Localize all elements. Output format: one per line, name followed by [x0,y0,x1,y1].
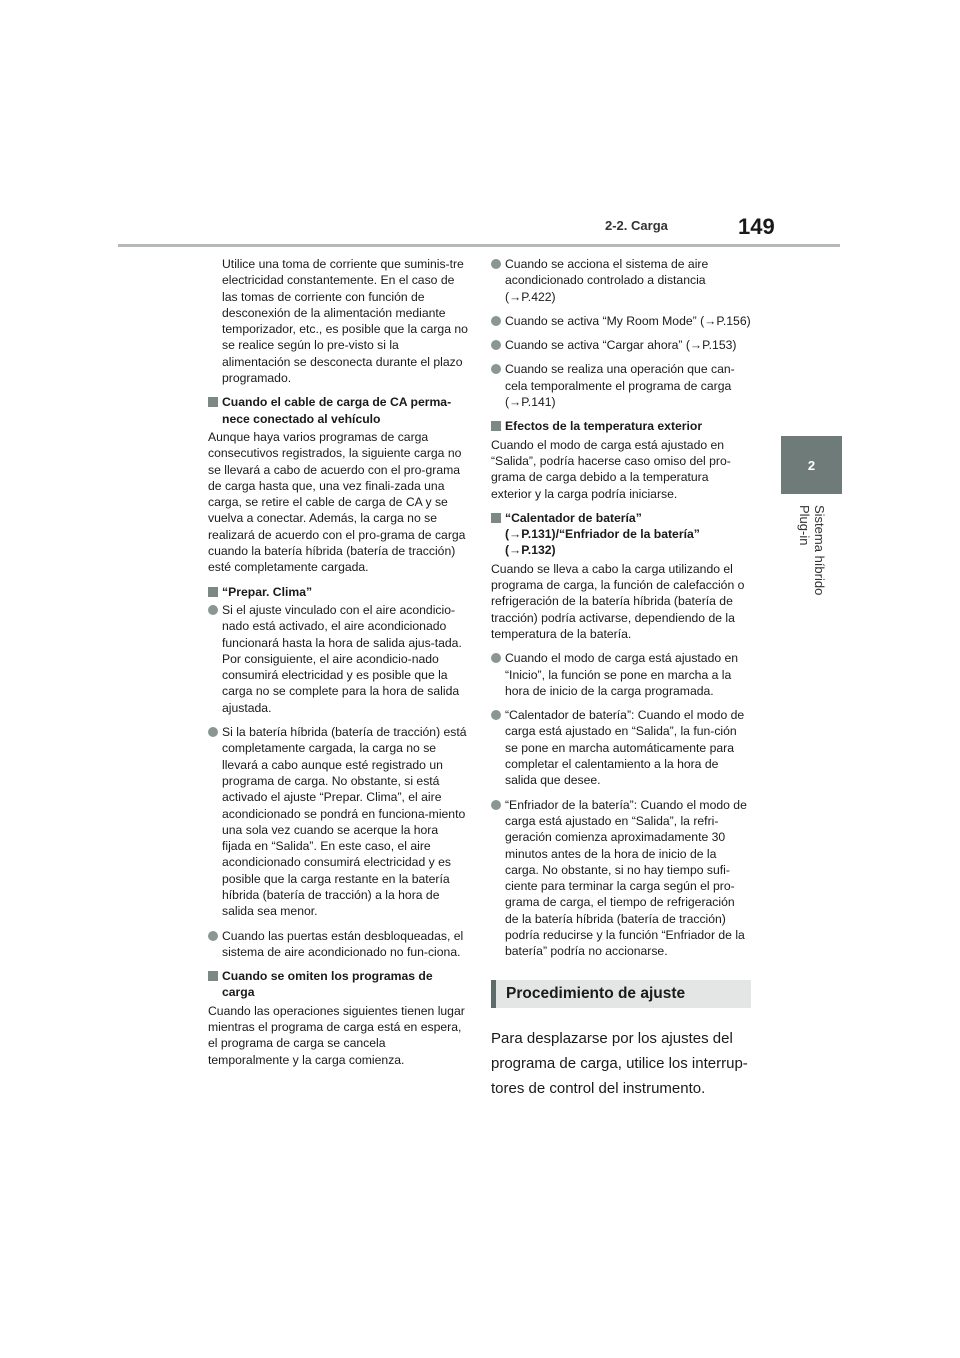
subheading [491,510,751,559]
bullet-item [208,724,468,920]
subheading-text: “Calentador de batería” (→P.131)/“Enfriador de la batería” (→P.132) [505,510,700,558]
subheading [208,394,468,427]
page-number: 149 [738,214,775,239]
bullet-dot-icon [491,340,501,350]
subheading-text: Cuando el cable de carga de CA perma-nece conectado al vehículo [222,395,452,426]
bullet-item [491,650,751,699]
paragraph [491,437,751,502]
subheading [208,968,468,1001]
bullet-text: “Calentador de batería”: Cuando el modo de carga está ajustado en “Salida”, la fun-ción se pone en marcha automáticamente para completar el calentamiento a la hora de salida que desee. [505,708,745,788]
bullet-dot-icon [208,727,218,737]
bullet-dot-icon [208,931,218,941]
paragraph-text: Aunque haya varios programas de carga consecutivos registrados, la siguiente carga no se llevará a cabo de acuerdo con el pro-grama de carga hasta que, una vez finali-zada una carga, se retire el cable de carga de CA y se vuelva a conectar. Además, la carga no se realizará de acuerdo con el pro-grama de carga cuando la batería híbrida (batería de tracción) esté completamente cargada. [208,429,466,575]
bullet-text: “Enfriador de la batería”: Cuando el modo de carga está ajustado en “Salida”, la refri-geración comienza aproximadamente 30 minutos antes de la hora de inicio de la carga. No obstante, si no hay tiempo sufi-ciente para terminar la carga según el pro-grama de carga, el tiempo de refrigeración de la batería híbrida (batería de tracción) podría reducirse y la función “Enfriador de la batería” podría no accionarse. [505,797,747,959]
intro-paragraph [491,1026,751,1101]
bullet-item [491,313,751,329]
bullet-text: Cuando las puertas están desbloqueadas, el sistema de aire acondicionado no fun-ciona. [222,928,464,959]
paragraph-text: Cuando las operaciones siguientes tienen lugar mientras el programa de carga está en espera, el programa de carga se cancela temporalmente y la carga comienza. [208,1003,465,1067]
bullet-item [491,707,751,788]
bullet-item [491,337,751,353]
bullet-text: Cuando se activa “Cargar ahora” (→P.153) [505,338,737,353]
chapter-number: 2 [807,457,816,473]
bullet-text: Cuando se acciona el sistema de aire acondicionado controlado a distancia (→P.422) [505,257,709,304]
subheading [208,584,468,600]
paragraph-text: Cuando se lleva a cabo la carga utilizando el programa de carga, la función de calefacción o refrigeración de la batería híbrida (batería de tracción) podría activarse, dependiendo de la temperatura de la batería. [491,561,745,641]
chapter-tab [781,436,842,494]
square-marker-icon [208,587,218,597]
section-title: 2-2. Carga [605,218,668,233]
section-heading-text: Procedimiento de ajuste [506,984,686,1002]
header-divider [118,244,840,247]
bullet-item [208,928,468,961]
bullet-dot-icon [491,259,501,269]
bullet-dot-icon [491,316,501,326]
bullet-item [491,797,751,960]
paragraph-text: Cuando el modo de carga está ajustado en “Salida”, podría hacerse caso omiso del pro-grama de carga debido a la temperatura exterior y la carga podría iniciarse. [491,437,731,501]
subheading-text: Cuando se omiten los programas de carga [222,969,433,1000]
left-column [208,256,468,1076]
paragraph [208,429,468,576]
bullet-text: Cuando se activa “My Room Mode” (→P.156) [505,313,751,328]
square-marker-icon [208,397,218,407]
bullet-text: Cuando se realiza una operación que can-cela temporalmente el programa de carga (→P.141) [505,362,735,410]
bullet-dot-icon [491,653,501,663]
bullet-dot-icon [491,800,501,810]
subheading-text: “Prepar. Clima” [222,584,313,599]
bullet-item [491,361,751,410]
subheading-text: Efectos de la temperatura exterior [505,419,703,434]
chapter-label: Sistema híbrido Plug-in [797,505,827,596]
bullet-dot-icon [208,605,218,615]
bullet-text: Cuando el modo de carga está ajustado en “Inicio”, la función se pone en marcha a la hora de inicio de la carga programada. [505,651,739,698]
subheading [491,418,751,434]
square-marker-icon [491,421,501,431]
intro-text: Para desplazarse por los ajustes del programa de carga, utilice los interrup-tores de control del instrumento. [491,1029,748,1097]
bullet-dot-icon [491,364,501,374]
bullet-text: Si la batería híbrida (batería de tracción) está completamente cargada, la carga no se llevará a cabo aunque esté registrado un programa de carga. No obstante, si está activado el ajuste “Prepar. Clima”, el aire acondicionado se pondrá en funciona-miento una sola vez cuando se acerque la hora fijada en “Salida”. En este caso, el aire acondicionado consumirá electricidad y es posible que la carga restante en la batería híbrida (batería de tracción) a la hora de salida sea menor. [222,725,467,919]
bullet-text: Si el ajuste vinculado con el aire acondicio-nado está activado, el aire acondicionado funcionará hasta la hora de salida ajus-tada. Por consiguiente, el aire acondicio-nado consumirá electricidad y es posible que la carga no se complete para la hora de salida ajustada. [222,602,462,715]
paragraph-text: Utilice una toma de corriente que suminis-tre electricidad constantemente. En el caso de las tomas de corriente con función de desconexión de la alimentación mediante temporizador, etc., es posible que la carga no se realice según lo pre-visto si la alimentación se desconecta durante el plazo programado. [222,257,468,386]
square-marker-icon [208,971,218,981]
bullet-item [208,602,468,716]
paragraph [208,1003,468,1068]
square-marker-icon [491,513,501,523]
bullet-dot-icon [491,710,501,720]
paragraph [208,256,468,386]
bullet-item [491,256,751,305]
section-heading [491,980,751,1008]
right-column [491,256,751,1101]
paragraph [491,561,751,642]
